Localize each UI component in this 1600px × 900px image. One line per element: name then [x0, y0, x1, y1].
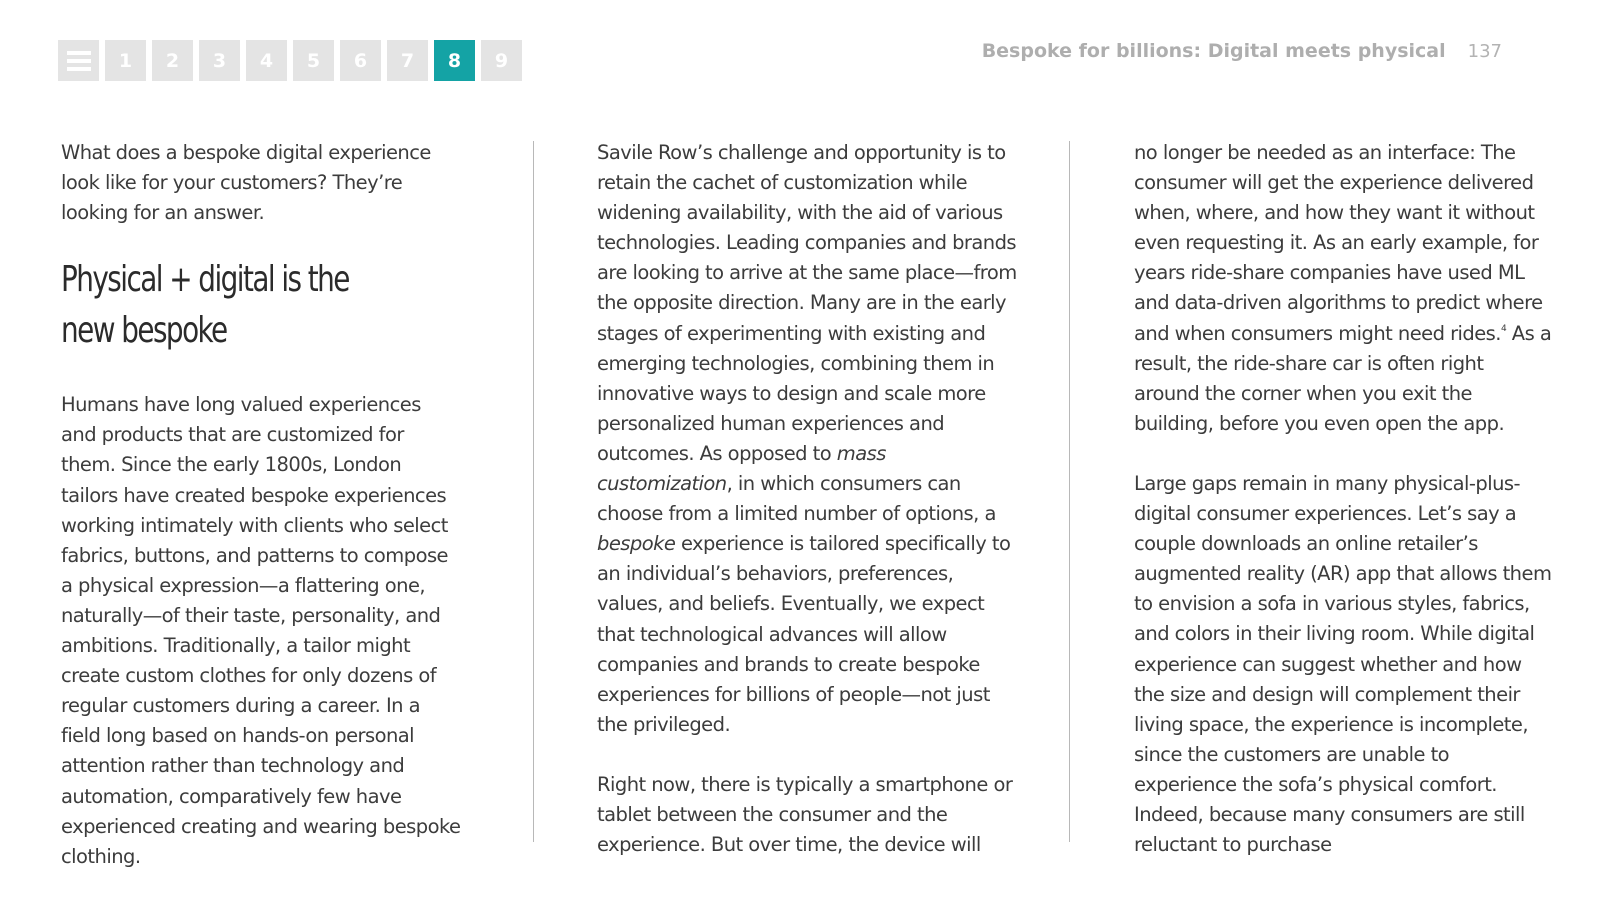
text-run: no longer be needed as an interface: The consumer will get the experience delivered when, where, and how they want it without even requesting it. As an early example, for years ride-share companies have used ML and data-driven algorithms to predict where and when consumers might need rides.: [1134, 141, 1543, 345]
footnote-marker[interactable]: 4: [1500, 323, 1507, 334]
body-paragraph: [1134, 138, 1554, 439]
page-button-4[interactable]: 4: [246, 40, 287, 81]
running-header: [982, 40, 1502, 62]
heading-line-1: Physical + digital is the: [61, 259, 349, 301]
italic-term: mass customization: [597, 441, 886, 496]
intro-paragraph: What does a bespoke digital experience look like for your customers? They’re looking for an answer.: [61, 141, 431, 225]
text-run: As a result, the ride-share car is often right around the corner when you exit the building, before you even open the app.: [1134, 321, 1552, 435]
page-button-6[interactable]: 6: [340, 40, 381, 81]
page-button-8-active[interactable]: 8: [434, 40, 475, 81]
section-heading: [61, 254, 388, 356]
column-divider-2: [1069, 141, 1070, 842]
page-button-3[interactable]: 3: [199, 40, 240, 81]
text-run: , in which consumers can choose from a limited number of options, a: [597, 472, 996, 526]
page-button-9[interactable]: 9: [481, 40, 522, 81]
page-number: 137: [1467, 40, 1502, 62]
body-paragraph: Right now, there is typically a smartphone or tablet between the consumer and the experience. But over time, the device will: [597, 772, 1013, 857]
menu-button[interactable]: [58, 40, 99, 81]
text-run: experience is tailored specifically to an individual’s behaviors, preferences, values, and beliefs. Eventually, we expect that technological advances will allow companies and brands to create bespoke experiences for billions of people—not just the privileged.: [597, 532, 1011, 736]
column-1: [61, 138, 461, 872]
body-paragraph: [597, 138, 1017, 740]
hamburger-menu-icon: [67, 51, 91, 71]
text-run: Savile Row’s challenge and opportunity is to retain the cachet of customization while widening availability, with the aid of various technologies. Leading companies and brands are looking to arrive at the same place—from the opposite direction. Many are in the early stages of experimenting with existing and emerging technologies, combining them in innovative ways to design and scale more personalized human experiences and outcomes. As opposed to: [597, 141, 1017, 465]
page-button-2[interactable]: 2: [152, 40, 193, 81]
column-2: [597, 138, 1017, 860]
page-navigation: [58, 40, 522, 81]
italic-term: bespoke: [597, 532, 676, 556]
document-title: Bespoke for billions: Digital meets physical: [981, 40, 1446, 62]
heading-line-2: new bespoke: [61, 310, 227, 352]
page-button-7[interactable]: 7: [387, 40, 428, 81]
page-button-1[interactable]: 1: [105, 40, 146, 81]
page-button-5[interactable]: 5: [293, 40, 334, 81]
column-divider-1: [533, 141, 534, 842]
body-paragraph: Large gaps remain in many physical-plus-digital consumer experiences. Let’s say a couple downloads an online retailer’s augmented reality (AR) app that allows them to envision a sofa in various styles, fabrics, and colors in their living room. While digital experience can suggest whether and how the size and design will complement their living space, the experience is incomplete, since the customers are unable to experience the sofa’s physical comfort. Indeed, because many consumers are still reluctant to purchase: [1134, 471, 1552, 857]
column-3: [1134, 138, 1554, 860]
body-paragraph: Humans have long valued experiences and products that are customized for them. Since the early 1800s, London tailors have created bespoke experiences working intimately with clients who select fabrics, buttons, and patterns to compose a physical expression—a flattering one, naturally—of their taste, personality, and ambitions. Traditionally, a tailor might create custom clothes for only dozens of regular customers during a career. In a field long based on hands-on personal attention rather than technology and automation, comparatively few have experienced creating and wearing bespoke clothing.: [61, 393, 461, 868]
